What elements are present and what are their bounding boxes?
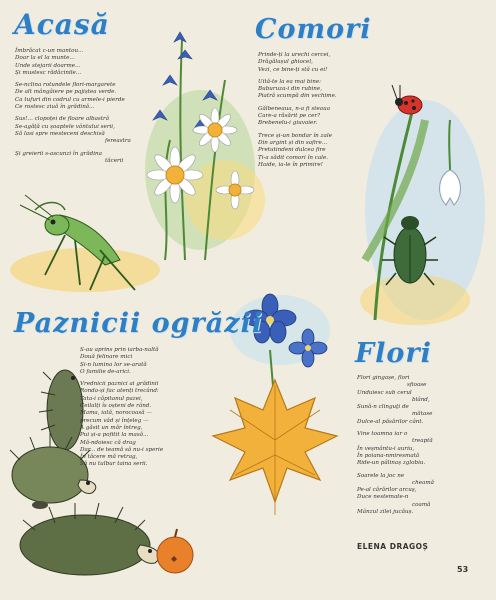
ladybug: [392, 85, 422, 114]
poem-line: Dar... de teamă să nu-i sperie: [80, 446, 164, 453]
poem-line: Doar la el la munte...: [15, 55, 75, 62]
poem-line: S-au aprins prin iarba-naltă: [80, 347, 159, 353]
poem-line: mătase: [412, 411, 433, 418]
maple-leaf: [213, 380, 337, 515]
poem-stanza: [258, 52, 368, 74]
poem-line: Mânzul zilei jucăuș.: [357, 509, 414, 516]
poem-line: Prinde-ți la urechi cercei,: [258, 52, 331, 58]
poem-line: A găsit un măr întreg,: [80, 424, 143, 431]
poem-line: Și-n lumina lor se-arată: [80, 361, 147, 368]
poem-line: cheamă: [412, 479, 435, 486]
poem-line: Îmbrăcat c-un mantou...: [15, 48, 84, 54]
poem-line: În veșmântu-i auriu,: [357, 445, 415, 452]
poem-line: blând,: [412, 396, 430, 403]
poem-line: precum văd și înțeleg —: [80, 417, 149, 424]
poem-line: Unde stejarii doarme...: [15, 62, 81, 69]
poem-line: Pe-al cărărilor arcuş,: [357, 487, 417, 494]
poem-line: sfioase: [407, 382, 427, 389]
poem-line: Flori gingașe, flori: [357, 375, 410, 381]
poem-line: Să nu tulbur taina serii.: [80, 461, 148, 468]
hedgehog: [39, 370, 83, 450]
poem-line: Haide, ia-le în primire!: [258, 161, 323, 168]
poem-line: Mă-ndoiesc că drag: [80, 439, 136, 446]
poem-stanza: [357, 375, 477, 426]
poem-line: Mama, iată, norocoasă —: [80, 410, 152, 417]
poem-line: Ți-a sădit comori în cale.: [258, 154, 329, 161]
poem-title: Paznicii ogrăzii: [14, 308, 264, 339]
poem-body: [258, 52, 368, 174]
poem-title: Comori: [255, 14, 372, 45]
poem-line: Gălbeneaua, n-a fi steaua: [258, 105, 331, 112]
poem-line: coamă: [412, 501, 431, 508]
poem-line: treaptă: [412, 438, 433, 445]
poem-line: Vine toamna iar o: [357, 431, 408, 438]
poem-stanza: [258, 133, 368, 169]
poem-line: Și mustesc rădăcinile...: [15, 69, 82, 76]
poem-stanza: [80, 381, 210, 469]
poem-line: Drăgălașul ghiocel,: [258, 59, 313, 66]
poem-line: Sus!... clopoței de floare albastră: [15, 116, 110, 123]
poem-stanza: [15, 151, 155, 166]
poem-body: [357, 375, 477, 521]
poem-title: Acasă: [14, 8, 110, 41]
poem-line: Două felinare mici: [80, 354, 133, 361]
poem-line: tăcerii: [105, 157, 124, 164]
poem-body: [80, 347, 210, 474]
poem-line: Vrednicii paznici ai grădinii: [80, 381, 159, 388]
poem-line: Tata-i căpitanul pazei,: [80, 395, 143, 402]
poem-line: Trece și-un bondar în zale: [258, 132, 332, 139]
poem-title: Flori: [355, 338, 432, 369]
poem-line: Ce rostesc ziuă în grădină...: [15, 104, 95, 111]
poem-line: În tăcere mă retrag,: [80, 454, 138, 461]
poem-line: Ride-un pâlinaș zglobiu.: [357, 460, 426, 467]
poem-stanza: [357, 431, 477, 467]
poem-line: Din argint și din safire...: [258, 139, 328, 146]
hedgehog: [20, 503, 159, 575]
poem-stanza: [80, 347, 210, 376]
poem-line: Se-nclina rotundele flori-margarete: [15, 82, 116, 89]
poem-stanza: [15, 116, 155, 145]
poem-line: Ca tufuri din codrul cu armele-i pierde: [15, 96, 125, 103]
page-number: 53: [457, 565, 469, 574]
grasshopper-illustration: [5, 195, 160, 300]
poem-line: Buburuza-i din rubine,: [258, 86, 323, 93]
poem-line: Se-agăță cu șoaptele vântului serii,: [15, 123, 115, 130]
poem-line: Duce nestemate-n: [357, 494, 409, 501]
apple: [157, 529, 193, 573]
poem-stanza: [15, 82, 155, 111]
poem-stanza: [15, 48, 155, 77]
poem-line: fereastra: [105, 138, 131, 145]
poem-line: O familie de-arici.: [80, 368, 131, 375]
poem-line: Brebenelu-i giuvaier.: [258, 120, 318, 127]
poem-stanza: [258, 106, 368, 128]
poem-line: Să lasi spre mesteceni deschisă: [15, 130, 105, 137]
poem-body: [15, 48, 155, 170]
poem-line: Pretutindeni dulcea fire: [258, 147, 326, 154]
poem-line: Sună-n clinguţi de: [357, 404, 409, 411]
poem-line: Uită-te la ea mai bine:: [258, 78, 322, 85]
poem-line: Ronda-și fac atenți trecând:: [80, 388, 159, 395]
author-name: ELENA DRAGOȘ: [357, 542, 429, 551]
poem-line: Și greierii s-ascunzi în grădina: [15, 150, 102, 157]
poem-line: Care-a răsărit pe cer?: [258, 113, 321, 120]
poem-line: Ceilalți îs oșteni de rând.: [80, 403, 152, 410]
poem-line: Soarele la joc ne: [357, 472, 405, 479]
poem-line: De alt mângâiere pe pajiștea verde.: [15, 89, 117, 96]
poem-line: Piatră scumpă din vechime.: [258, 93, 337, 100]
poem-line: Unduiesc sub cerul: [357, 389, 412, 396]
poem-line: Dulce-al păsărilor cânt.: [357, 418, 424, 425]
poem-stanza: [357, 473, 477, 517]
poem-stanza: [258, 79, 368, 101]
ladybug-and-beetle-illustration: [355, 60, 485, 330]
poem-line: Pui și-a pofitit la masă...: [80, 432, 149, 439]
poem-line: Vezi, ce bine-ți stă cu ei!: [258, 66, 328, 73]
poem-line: În poiana-nmiresmată: [357, 452, 420, 459]
